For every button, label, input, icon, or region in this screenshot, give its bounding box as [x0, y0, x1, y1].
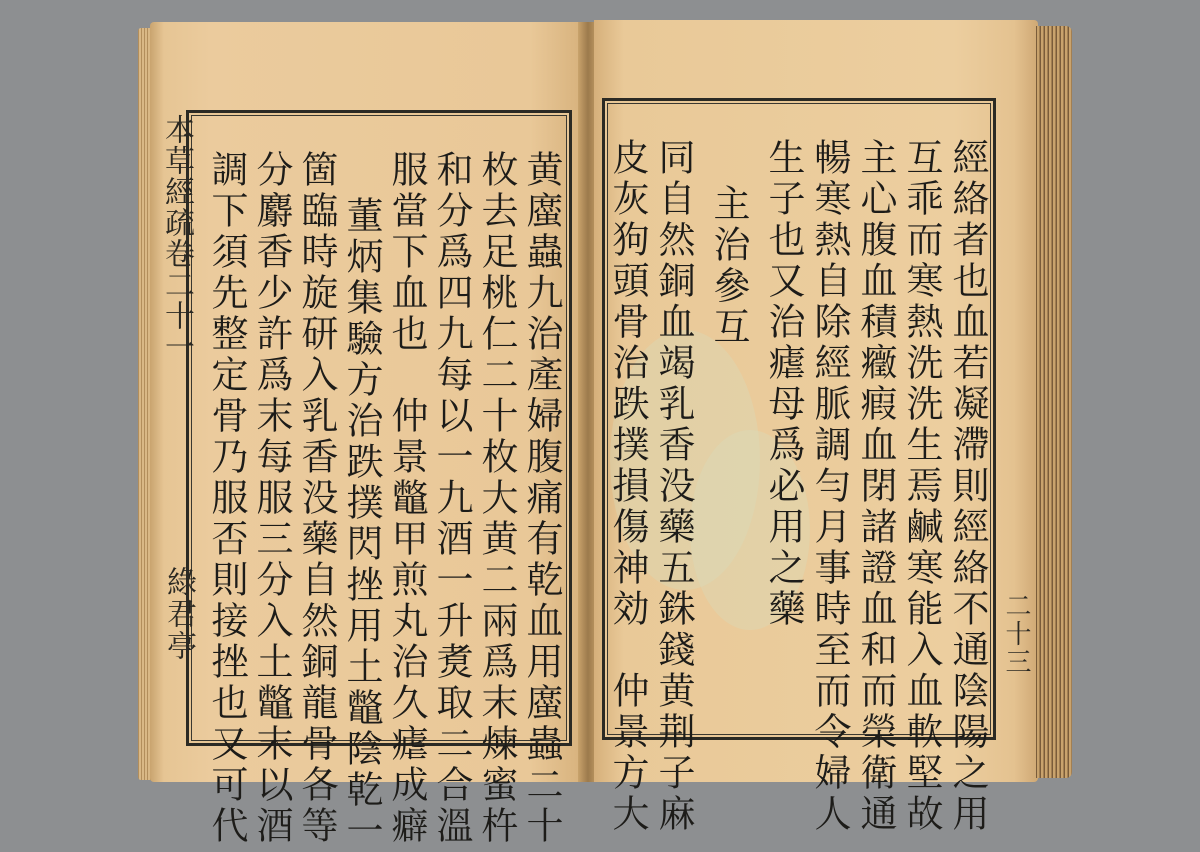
text-column: 和分爲四九每以一九酒一升煑取二合溫 — [430, 150, 473, 847]
margin-title: 本草經疏卷二十一 — [159, 114, 194, 362]
text-column: 箇臨時旋研入乳香没藥自然銅龍骨各等 — [295, 150, 338, 847]
text-column: 經絡者也血若凝滯則經絡不通陰陽之用 — [946, 138, 989, 835]
text-column: 暢寒熱自除經脈調勻月事時至而令婦人 — [808, 138, 851, 835]
text-column: 分麝香少許爲末每服三分入土鼈末以酒 — [250, 150, 293, 847]
right-page-edges — [1036, 26, 1072, 778]
text-column: 生子也又治瘧母爲必用之藥 — [762, 138, 805, 630]
text-column: 枚去足桃仁二十枚大黄二兩爲末煉蜜杵 — [475, 150, 518, 847]
text-column: 同自然銅血竭乳香没藥五銖錢黄荆子麻 — [652, 138, 695, 835]
page-number: 二十三 — [1001, 592, 1031, 676]
text-column: 董炳集驗方治跌撲閃挫用土鼈陰乾一 — [340, 196, 383, 852]
text-column: 服當下血也 仲景鼈甲煎丸治久瘧成癖 — [385, 150, 428, 847]
text-column: 皮灰狗頭骨治跌撲損傷神効 仲景方大 — [606, 138, 649, 835]
margin-publisher: 綠君亭 — [161, 566, 196, 662]
text-column: 調下須先整定骨乃服否則接挫也又可代 — [205, 150, 248, 847]
text-column: 黄䗪蟲九治產婦腹痛有乾血用䗪蟲二十 — [520, 150, 563, 847]
text-column: 互乖而寒熱洗洗生焉鹹寒能入血軟堅故 — [900, 138, 943, 835]
text-column: 主心腹血積癥瘕血閉諸證血和而榮衛通 — [854, 138, 897, 835]
section-heading: 主治參互 — [707, 184, 750, 348]
